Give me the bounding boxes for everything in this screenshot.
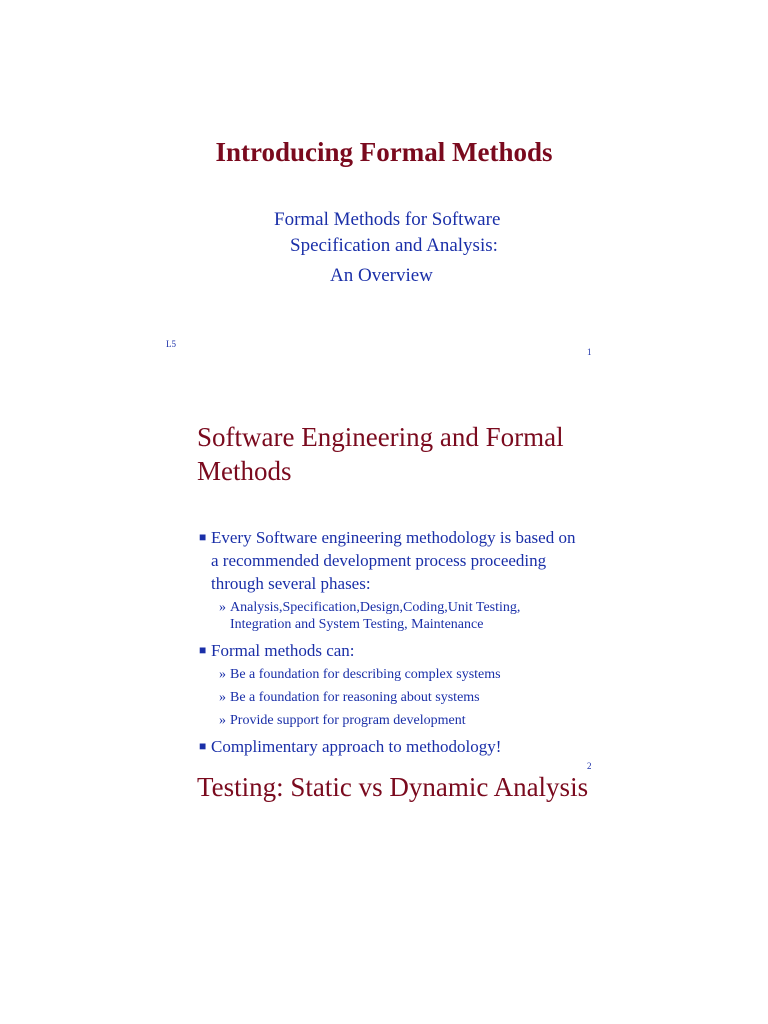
slide2-bullet-list <box>199 526 579 758</box>
sub-bullet-item <box>219 712 579 729</box>
double-chevron-icon: » <box>219 667 226 682</box>
sub-bullet-text: Analysis,Specification,Design,Coding,Unit Testing, Integration and System Testing, Maintenance <box>230 600 521 632</box>
double-chevron-icon: » <box>219 600 226 615</box>
slide1-subtitle-line-3: An Overview <box>330 265 433 286</box>
bullet-item <box>199 526 579 633</box>
bullet-item <box>199 735 579 758</box>
double-chevron-icon: » <box>219 690 226 705</box>
slide2-page-number: 2 <box>587 761 592 771</box>
slide3-heading: Testing: Static vs Dynamic Analysis <box>197 772 589 802</box>
slide1-subtitle-line-1: Formal Methods for Software <box>274 209 501 230</box>
sub-bullet-text: Provide support for program development <box>230 713 466 728</box>
sub-bullet-text: Be a foundation for reasoning about systems <box>230 690 480 705</box>
bullet-item <box>199 639 579 729</box>
sub-bullet-item <box>219 689 579 706</box>
square-bullet-icon: ■ <box>199 739 207 753</box>
sub-bullet-item <box>219 599 579 633</box>
slide2-heading: Software Engineering and Formal Methods <box>197 422 564 486</box>
slide1-footer-label: L5 <box>166 339 176 349</box>
sub-bullet-list <box>219 666 579 729</box>
sub-bullet-item <box>219 666 579 683</box>
square-bullet-icon: ■ <box>199 530 207 544</box>
sub-bullet-text: Be a foundation for describing complex systems <box>230 667 501 682</box>
sub-bullet-list <box>219 599 579 633</box>
double-chevron-icon: » <box>219 713 226 728</box>
square-bullet-icon: ■ <box>199 643 207 657</box>
bullet-text: Formal methods can: <box>211 641 355 660</box>
slide1-title: Introducing Formal Methods <box>215 137 553 167</box>
slide1-subtitle-line-2: Specification and Analysis: <box>290 235 498 256</box>
slide1-page-number: 1 <box>587 347 592 357</box>
bullet-text: Complimentary approach to methodology! <box>211 737 502 756</box>
bullet-text: Every Software engineering methodology is based on a recommended development process proceeding through several phases: <box>211 528 576 593</box>
